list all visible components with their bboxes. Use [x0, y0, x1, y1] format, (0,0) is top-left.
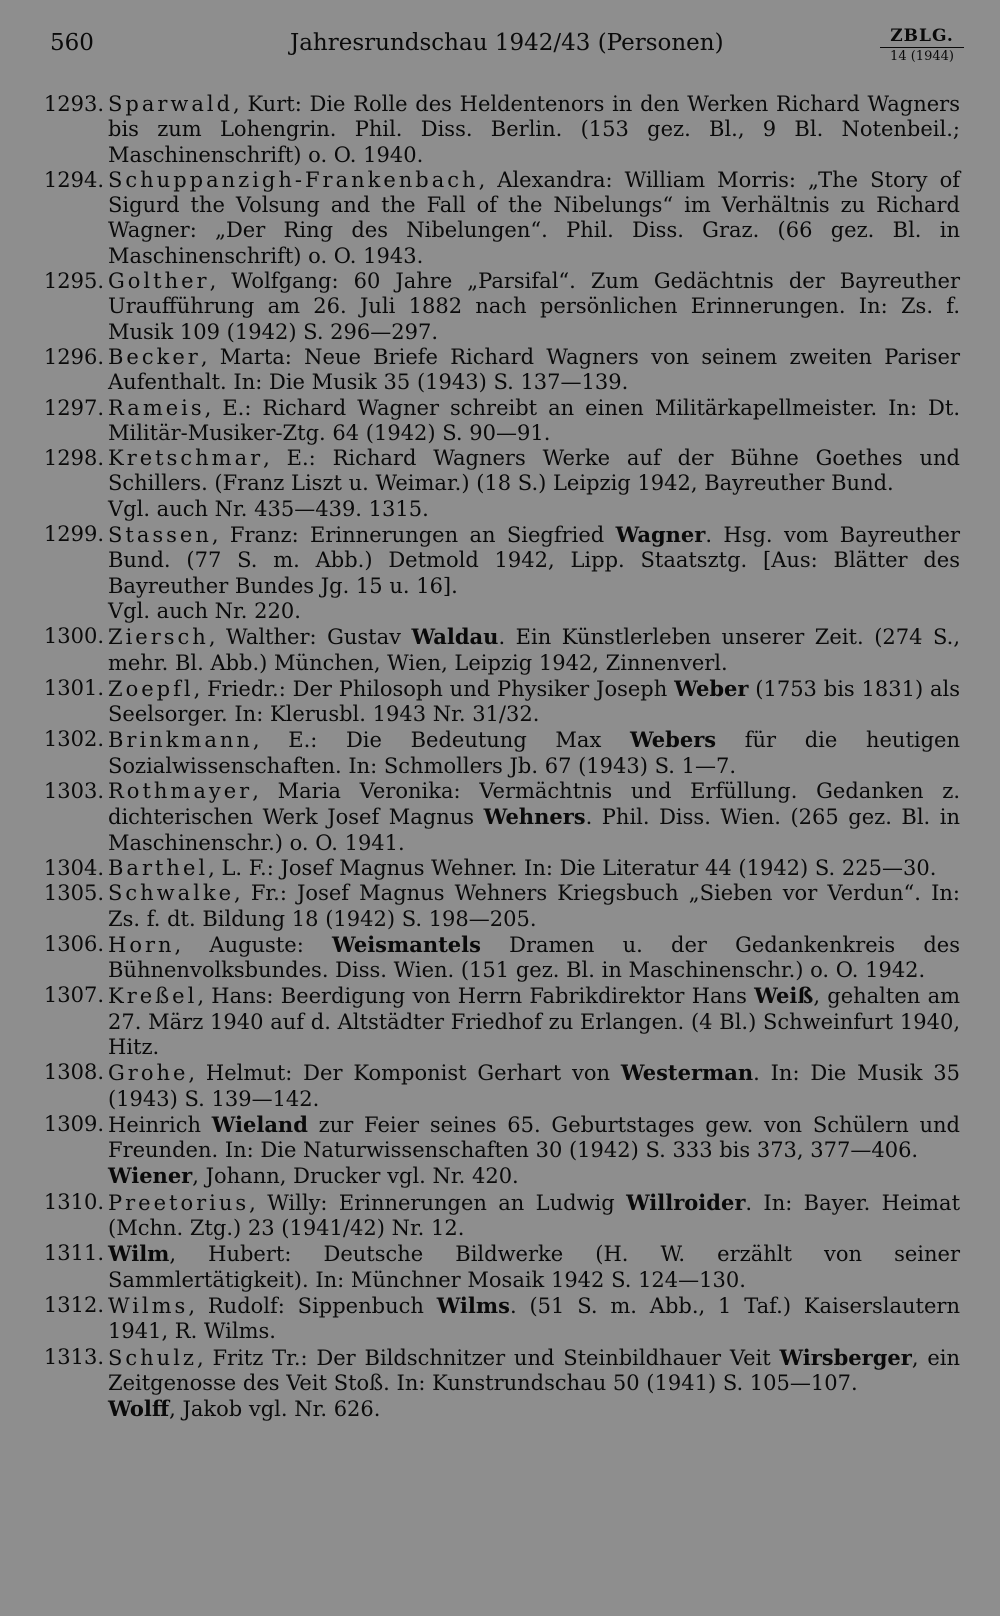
- entry-number: 1312.: [43, 1292, 104, 1317]
- entry-subject: Weiß: [754, 983, 814, 1009]
- bibliography-entry: [108, 497, 960, 522]
- entry-author: Golther: [108, 269, 210, 294]
- entry-text: . Phil. Diss. Wien. (265 gez. Bl. in Maschinenschr.) o. O. 1941.: [108, 805, 960, 855]
- entry-text: . (51 S. m. Abb., 1 Taf.) Kaiserslautern 1941, R. Wilms.: [108, 1293, 960, 1344]
- entry-text: , Willy: Erinnerungen an Ludwig: [249, 1190, 627, 1215]
- entry-text: , Franz: Erinnerungen an Siegfried: [211, 523, 616, 548]
- bibliography-entry: [43, 624, 960, 676]
- entry-number: 1311.: [43, 1241, 104, 1266]
- entry-author: Schulz: [108, 1345, 197, 1370]
- entry-author: Wilms: [108, 1293, 189, 1318]
- entry-text: . In: Bayer. Heimat (Mchn. Ztg.) 23 (1941/42) Nr. 12.: [108, 1190, 961, 1241]
- bibliography-entry: [43, 269, 960, 345]
- bibliography-entry: [108, 1163, 960, 1189]
- bibliography-entry: [43, 522, 960, 599]
- bibliography-entry: [43, 675, 960, 728]
- entry-text: , E.: Richard Wagner schreibt an einen Militärkapellmeister. In: Dt. Militär-Musiker-Ztg. 64 (1942) S. 90—91.: [108, 395, 960, 445]
- bibliography-entry: [43, 395, 960, 447]
- entry-text: , Fritz Tr.: Der Bildschnitzer und Steinbildhauer Veit: [196, 1345, 780, 1370]
- entry-subject: Wagner: [615, 522, 706, 548]
- entry-number: 1293.: [43, 92, 104, 116]
- entry-text: zur Feier seines 65. Geburtstages gew. von Schülern und Freunden. In: Die Naturwissenschaften 30 (1942) S. 333 bis 373, 377—406.: [108, 1112, 960, 1163]
- journal-abbrev: ZBLG.: [880, 26, 964, 48]
- entry-author: Kreßel: [108, 984, 198, 1009]
- entry-author: Grohe: [108, 1061, 189, 1086]
- bibliography-entry: [108, 599, 960, 624]
- entry-text: , Hubert: Deutsche Bildwerke (H. W. erzählt von seiner Sammlertätigkeit). In: Münchner Mosaik 1942 S. 124—130.: [108, 1242, 960, 1292]
- entry-number: 1307.: [43, 983, 104, 1008]
- entry-author: Rothmayer: [108, 779, 253, 804]
- entry-text: , E.: Richard Wagners Werke auf der Bühne Goethes und Schillers. (Franz Liszt u. Weimar.) (18 S.) Leipzig 1942, Bayreuther Bund.: [108, 446, 960, 496]
- entry-number: 1302.: [43, 727, 104, 752]
- entry-text: , Rudolf: Sippenbuch: [188, 1293, 437, 1318]
- entry-text: , Maria Veronika: Vermächtnis und Erfüllung. Gedanken z. dichterischen Werk Josef Magnus: [108, 779, 960, 830]
- bibliography-entry: [43, 881, 960, 932]
- entry-subject: Wilm: [108, 1241, 170, 1267]
- entry-text: Dramen u. der Gedankenkreis des Bühnenvolksbundes. Diss. Wien. (151 gez. Bl. in Maschinenschr.) o. O. 1942.: [108, 932, 960, 983]
- entry-author: Zoepfl: [108, 676, 194, 701]
- bibliography-entry: [43, 1292, 960, 1345]
- bibliography-entry: [43, 1111, 960, 1164]
- entry-author: Schuppanzigh-Frankenbach: [108, 167, 479, 192]
- bibliography-entry: [43, 167, 960, 269]
- entry-text: , Hans: Beerdigung von Herrn Fabrikdirektor Hans: [197, 984, 755, 1009]
- entry-author: Stassen: [108, 523, 212, 548]
- bibliography-entry: [108, 1396, 960, 1422]
- entry-number: 1296.: [43, 344, 104, 369]
- entry-text: , E.: Die Bedeutung Max: [252, 728, 630, 753]
- entry-text: . Hsg. vom Bayreuther Bund. (77 S. m. Abb.) Detmold 1942, Lipp. Staatsztg. [Aus: Blätter des Bayreuther Bundes Jg. 15 u. 16].: [108, 523, 960, 598]
- entry-author: Barthel: [108, 855, 209, 880]
- entry-text: , Friedr.: Der Philosoph und Physiker Joseph: [193, 676, 675, 701]
- entry-author: Brinkmann: [108, 728, 253, 753]
- entry-number: 1300.: [43, 624, 104, 649]
- entry-text: , Johann, Drucker vgl. Nr. 420.: [192, 1164, 519, 1189]
- journal-reference: [880, 26, 964, 64]
- entry-text: , gehalten am 27. März 1940 auf d. Altstädter Friedhof zu Erlangen. (4 Bl.) Schweinfurt 1940, Hitz.: [108, 984, 960, 1059]
- bibliography-entry: [43, 446, 960, 497]
- bibliography-entry: [43, 1344, 960, 1397]
- bibliography-entry: [43, 1060, 960, 1112]
- entry-subject: Wilms: [436, 1292, 510, 1318]
- entry-number: 1294.: [43, 167, 104, 192]
- entry-author: Kretschmar: [108, 446, 264, 471]
- entry-text: , Alexandra: William Morris: „The Story of Sigurd the Volsung and the Fall of the Nibelungs“ im Verhältnis zu Richard Wagner: „Der Ring des Nibelungen“. Phil. Diss. Graz. (66 gez. Bl. in Maschinenschrift) o. O. 1943.: [108, 167, 960, 268]
- entry-number: 1309.: [43, 1111, 104, 1136]
- entry-text: , Kurt: Die Rolle des Heldentenors in den Werken Richard Wagners bis zum Lohengrin. Phil. Diss. Berlin. (153 gez. Bl., 9 Bl. Notenbeil.; Maschinenschrift) o. O. 1940.: [108, 92, 960, 167]
- entry-subject: Waldau: [411, 624, 499, 650]
- page-number: 560: [50, 30, 94, 56]
- entry-text: . Ein Künstlerleben unserer Zeit. (274 S., mehr. Bl. Abb.) München, Wien, Leipzig 1942, Zinnenverl.: [108, 625, 960, 675]
- entry-subject: Westerman: [620, 1060, 754, 1086]
- entry-author: Preetorius: [108, 1190, 250, 1215]
- entry-author: Horn: [108, 932, 175, 957]
- entry-author: Becker: [108, 344, 201, 369]
- entry-number: 1301.: [43, 675, 104, 700]
- entry-subject: Wehners: [483, 804, 586, 830]
- entry-text: Heinrich: [108, 1112, 212, 1137]
- entry-number: 1304.: [43, 855, 104, 880]
- page-header: [0, 26, 1000, 66]
- entry-number: 1295.: [43, 269, 104, 294]
- bibliography-entry: [43, 931, 960, 984]
- bibliography-entry: [43, 855, 960, 881]
- bibliography-entry: [43, 1189, 961, 1242]
- entry-text: , Auguste:: [174, 932, 332, 957]
- entry-subject: Wieland: [211, 1111, 308, 1137]
- entry-subject: Wiener: [108, 1163, 193, 1189]
- bibliography-entry: [43, 983, 960, 1060]
- entry-subject: Wirsberger: [779, 1344, 912, 1370]
- entry-author: Rameis: [108, 395, 205, 420]
- entry-number: 1299.: [43, 522, 104, 547]
- running-title: Jahresrundschau 1942/43 (Personen): [290, 30, 724, 56]
- entry-text: , Walther: Gustav: [208, 625, 412, 650]
- bibliography-entry: [43, 727, 960, 779]
- bibliography-entry: [43, 92, 960, 168]
- entry-subject: Webers: [629, 727, 717, 753]
- entry-subject: Willroider: [626, 1189, 746, 1215]
- entry-number: 1303.: [43, 779, 104, 804]
- entry-text: , Marta: Neue Briefe Richard Wagners von seinem zweiten Pariser Aufenthalt. In: Die Musik 35 (1943) S. 137—139.: [108, 344, 960, 395]
- entry-number: 1298.: [43, 446, 104, 471]
- bibliography-entry: [43, 1241, 960, 1293]
- bibliography-entry: [43, 779, 960, 856]
- entry-number: 1305.: [43, 881, 104, 906]
- entry-text: (1753 bis 1831) als Seelsorger. In: Klerusbl. 1943 Nr. 31/32.: [108, 676, 960, 727]
- entry-text: , Helmut: Der Komponist Gerhart von: [188, 1061, 621, 1086]
- entry-text: , Fr.: Josef Magnus Wehners Kriegsbuch „Sieben vor Verdun“. In: Zs. f. dt. Bildung 18 (1942) S. 198—205.: [108, 881, 960, 931]
- entry-subject: Wolff: [108, 1396, 170, 1422]
- entry-text: für die heutigen Sozialwissenschaften. In: Schmollers Jb. 67 (1943) S. 1—7.: [108, 728, 960, 778]
- journal-volume: 14 (1944): [890, 49, 954, 64]
- entry-subject: Weismantels: [331, 931, 481, 957]
- entry-author: Sparwald: [108, 92, 234, 116]
- entry-text: Vgl. auch Nr. 435—439. 1315.: [108, 496, 429, 521]
- entry-text: , L. F.: Josef Magnus Wehner. In: Die Literatur 44 (1942) S. 225—30.: [208, 855, 937, 880]
- entry-number: 1308.: [43, 1060, 104, 1085]
- entry-number: 1310.: [43, 1189, 104, 1214]
- entry-number: 1313.: [43, 1344, 104, 1369]
- entry-number: 1306.: [43, 931, 104, 956]
- entry-subject: Weber: [674, 675, 749, 701]
- entry-text: , Wolfgang: 60 Jahre „Parsifal“. Zum Gedächtnis der Bayreuther Uraufführung am 26. Juli 1882 nach persönlichen Erinnerungen. In: Zs. f. Musik 109 (1942) S. 296—297.: [108, 269, 960, 344]
- entry-text: Vgl. auch Nr. 220.: [108, 598, 301, 623]
- entry-number: 1297.: [43, 395, 104, 420]
- entry-text: . In: Die Musik 35 (1943) S. 139—142.: [108, 1061, 960, 1111]
- entry-author: Ziersch: [108, 625, 209, 650]
- entry-text: , ein Zeitgenosse des Veit Stoß. In: Kunstrundschau 50 (1941) S. 105—107.: [108, 1345, 960, 1395]
- bibliography-entry: [43, 344, 960, 396]
- entry-text: , Jakob vgl. Nr. 626.: [169, 1397, 381, 1422]
- bibliography-list: [0, 92, 1000, 1422]
- entry-author: Schwalke: [108, 881, 235, 906]
